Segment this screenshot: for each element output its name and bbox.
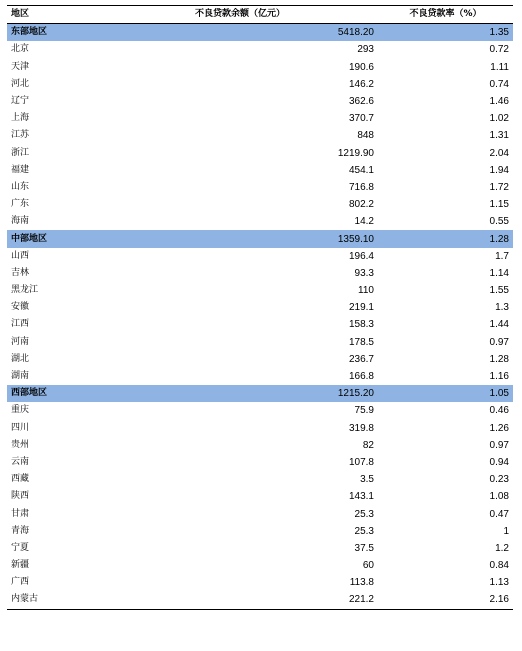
region-cell: 中部地区 xyxy=(7,230,102,247)
table-row xyxy=(7,334,513,351)
npl-balance-cell: 454.1 xyxy=(348,164,374,176)
npl-ratio-cell: 0.74 xyxy=(489,78,509,90)
npl-ratio-cell: 1.08 xyxy=(489,491,509,503)
npl-ratio-cell: 1.72 xyxy=(489,181,509,193)
region-cell: 西藏 xyxy=(11,474,30,485)
region-cell: 天津 xyxy=(11,61,30,72)
npl-balance-cell: 370.7 xyxy=(348,113,374,125)
table-row xyxy=(7,282,513,299)
npl-balance-cell: 190.6 xyxy=(348,61,374,73)
npl-ratio-cell: 1.28 xyxy=(489,353,509,365)
npl-ratio-cell: 1.7 xyxy=(495,250,509,262)
npl-balance-cell: 107.8 xyxy=(348,456,374,468)
region-cell: 海南 xyxy=(11,216,30,227)
region-cell: 辽宁 xyxy=(11,96,30,107)
npl-ratio-cell: 0.84 xyxy=(489,560,509,572)
table-row xyxy=(7,213,513,230)
table-row xyxy=(7,265,513,282)
region-cell: 河北 xyxy=(11,78,30,89)
table-row xyxy=(7,557,513,574)
region-cell: 上海 xyxy=(11,113,30,124)
npl-ratio-cell: 1.44 xyxy=(489,319,509,331)
table-body xyxy=(7,24,513,609)
region-cell: 广东 xyxy=(11,199,30,210)
region-cell: 山西 xyxy=(11,250,30,261)
group-row xyxy=(7,230,513,247)
npl-balance-cell: 716.8 xyxy=(348,181,374,193)
npl-ratio-cell: 1.16 xyxy=(489,371,509,383)
npl-balance-cell: 110 xyxy=(358,285,374,297)
table-row xyxy=(7,591,513,609)
header-row xyxy=(7,6,513,24)
table-header xyxy=(7,6,513,24)
npl-ratio-cell: 1.3 xyxy=(495,302,509,314)
region-cell: 河南 xyxy=(11,336,30,347)
region-cell: 新疆 xyxy=(11,560,30,571)
table-row xyxy=(7,110,513,127)
npl-ratio-cell: 1.28 xyxy=(378,230,513,247)
region-cell: 宁夏 xyxy=(11,542,30,553)
table-row xyxy=(7,420,513,437)
npl-ratio-cell: 2.16 xyxy=(489,594,509,606)
region-cell: 湖南 xyxy=(11,371,30,382)
npl-balance-cell: 14.2 xyxy=(354,216,374,228)
table-row xyxy=(7,196,513,213)
region-cell: 贵州 xyxy=(11,439,30,450)
npl-ratio-cell: 1.26 xyxy=(489,422,509,434)
region-cell: 黑龙江 xyxy=(11,285,39,296)
npl-balance-cell: 236.7 xyxy=(348,353,374,365)
region-cell: 甘肃 xyxy=(11,508,30,519)
npl-ratio-cell: 0.97 xyxy=(489,439,509,451)
region-cell: 江苏 xyxy=(11,130,30,141)
npl-balance-cell: 113.8 xyxy=(349,577,374,589)
npl-ratio-cell: 1 xyxy=(503,525,509,537)
table-row xyxy=(7,59,513,76)
region-cell: 江西 xyxy=(11,319,30,330)
npl-ratio-cell: 1.31 xyxy=(489,130,509,142)
region-cell: 北京 xyxy=(11,44,30,55)
npl-balance-cell: 196.4 xyxy=(348,250,374,262)
table-row xyxy=(7,574,513,591)
npl-table xyxy=(7,5,513,610)
table-row xyxy=(7,454,513,471)
region-cell: 浙江 xyxy=(11,147,30,158)
region-cell: 广西 xyxy=(11,577,30,588)
table-row xyxy=(7,76,513,93)
npl-ratio-cell: 1.35 xyxy=(378,24,513,42)
region-cell: 云南 xyxy=(11,456,30,467)
npl-ratio-cell: 1.15 xyxy=(489,199,509,211)
npl-balance-cell: 221.2 xyxy=(348,594,374,606)
region-cell: 福建 xyxy=(11,164,30,175)
region-cell: 吉林 xyxy=(11,267,30,278)
npl-balance-cell: 3.5 xyxy=(360,474,374,486)
npl-balance-cell: 319.8 xyxy=(348,422,374,434)
npl-balance-cell: 802.2 xyxy=(348,199,374,211)
group-row xyxy=(7,385,513,402)
npl-ratio-cell: 1.14 xyxy=(489,267,509,279)
npl-ratio-cell: 1.94 xyxy=(489,164,509,176)
table-row xyxy=(7,471,513,488)
npl-balance-cell: 5418.20 xyxy=(102,24,378,42)
region-cell: 东部地区 xyxy=(7,24,102,42)
npl-balance-cell: 178.5 xyxy=(348,336,374,348)
table-row xyxy=(7,41,513,58)
table-row xyxy=(7,145,513,162)
npl-ratio-cell: 0.72 xyxy=(489,44,509,56)
table-row xyxy=(7,162,513,179)
npl-ratio-cell: 0.47 xyxy=(489,508,509,520)
table-row xyxy=(7,299,513,316)
npl-ratio-cell: 1.46 xyxy=(489,96,509,108)
region-cell: 陕西 xyxy=(11,491,30,502)
npl-ratio-cell: 0.55 xyxy=(489,216,509,228)
table-row xyxy=(7,505,513,522)
group-row xyxy=(7,24,513,42)
npl-ratio-cell: 1.02 xyxy=(489,113,509,125)
npl-balance-cell: 219.1 xyxy=(348,302,374,314)
npl-ratio-cell: 0.46 xyxy=(489,405,509,417)
table-row xyxy=(7,540,513,557)
header-region: 地区 xyxy=(11,9,30,20)
table-row xyxy=(7,316,513,333)
npl-ratio-cell: 0.23 xyxy=(489,474,509,486)
table-row xyxy=(7,488,513,505)
region-cell: 西部地区 xyxy=(7,385,102,402)
table-row xyxy=(7,248,513,265)
npl-balance-cell: 60 xyxy=(362,560,374,572)
header-npl-balance: 不良贷款余额（亿元） xyxy=(194,9,285,20)
npl-ratio-cell: 1.05 xyxy=(378,385,513,402)
npl-balance-cell: 1219.90 xyxy=(337,147,374,159)
npl-balance-cell: 93.3 xyxy=(354,267,374,279)
npl-balance-cell: 362.6 xyxy=(348,96,374,108)
table-row xyxy=(7,179,513,196)
npl-balance-cell: 37.5 xyxy=(354,542,374,554)
npl-balance-cell: 1215.20 xyxy=(102,385,378,402)
region-cell: 湖北 xyxy=(11,353,30,364)
npl-balance-cell: 143.1 xyxy=(348,491,374,503)
region-cell: 四川 xyxy=(11,422,30,433)
npl-ratio-cell: 1.13 xyxy=(489,577,509,589)
table-row xyxy=(7,93,513,110)
table-row xyxy=(7,523,513,540)
table-row xyxy=(7,127,513,144)
region-cell: 重庆 xyxy=(11,405,30,416)
region-cell: 内蒙古 xyxy=(11,594,39,605)
npl-ratio-cell: 0.94 xyxy=(489,456,509,468)
region-cell: 安徽 xyxy=(11,302,30,313)
npl-balance-cell: 82 xyxy=(362,439,374,451)
table-row xyxy=(7,402,513,419)
table-row xyxy=(7,368,513,385)
npl-balance-cell: 25.3 xyxy=(354,508,374,520)
npl-ratio-cell: 0.97 xyxy=(489,336,509,348)
npl-balance-cell: 1359.10 xyxy=(102,230,378,247)
region-cell: 青海 xyxy=(11,525,30,536)
npl-balance-cell: 158.3 xyxy=(348,319,374,331)
table-row xyxy=(7,437,513,454)
npl-balance-cell: 75.9 xyxy=(354,405,374,417)
table-row xyxy=(7,351,513,368)
region-cell: 山东 xyxy=(11,181,30,192)
header-npl-ratio: 不良贷款率（%） xyxy=(409,9,482,20)
npl-ratio-cell: 1.55 xyxy=(489,285,509,297)
npl-ratio-cell: 1.11 xyxy=(490,61,509,73)
npl-balance-cell: 848 xyxy=(357,130,374,142)
npl-balance-cell: 25.3 xyxy=(354,525,374,537)
npl-balance-cell: 166.8 xyxy=(348,371,374,383)
npl-balance-cell: 146.2 xyxy=(348,78,374,90)
npl-ratio-cell: 2.04 xyxy=(489,147,509,159)
npl-balance-cell: 293 xyxy=(357,44,374,56)
npl-ratio-cell: 1.2 xyxy=(495,542,509,554)
